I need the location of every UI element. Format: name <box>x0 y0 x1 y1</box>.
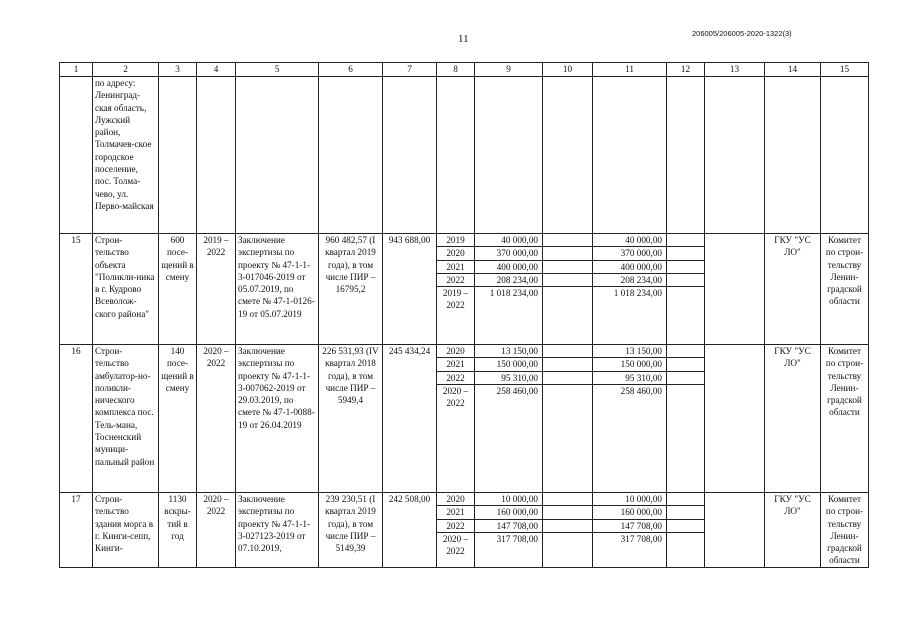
amount-total: 1 018 234,00 <box>613 288 662 299</box>
period: 2020 – 2022 <box>197 493 236 568</box>
amount: 160 000,00 <box>475 506 542 519</box>
col12 <box>667 345 705 493</box>
column-header: 13 <box>705 63 765 77</box>
page-number: 11 <box>458 33 469 45</box>
col10 <box>543 345 593 493</box>
cost-col7: 242 508,00 <box>383 493 437 568</box>
year-range: 2020 – 2022 <box>442 533 469 557</box>
object-name: Строи-тельство объекта "Поликли-ника в г. Кудрово Всеволож-ского района" <box>93 234 159 345</box>
year-range: 2019 – 2022 <box>442 288 469 311</box>
amount: 147 708,00 <box>475 519 542 532</box>
object-name: Строи-тельство здания морга в г. Кинги-сепп, Кинги- <box>93 493 159 568</box>
column-header: 14 <box>765 63 821 77</box>
column-header: 12 <box>667 63 705 77</box>
year: 2021 <box>437 358 474 371</box>
customer: ГКУ "УС ЛО" <box>765 345 821 493</box>
column-header: 8 <box>437 63 475 77</box>
row-number: 15 <box>60 234 93 345</box>
amount: 40 000,00 <box>475 234 542 247</box>
table-row <box>60 345 869 493</box>
column-header: 7 <box>383 63 437 77</box>
amount: 150 000,00 <box>593 358 666 371</box>
amount: 370 000,00 <box>475 247 542 260</box>
expertise: Заключение экспертизы по проекту № 47-1-1-3-017046-2019 от 05.07.2019, по смете № 47-1-0126-19 от 05.07.2019 <box>236 234 319 345</box>
estimated-cost: 226 531,93 (IV квартал 2018 года), в том числе ПИР – 5949,4 <box>319 345 383 493</box>
committee: Комитет по строи-тельству Ленин-градской области <box>821 345 869 493</box>
amount: 10 000,00 <box>593 493 666 506</box>
amount: 13 150,00 <box>475 345 542 358</box>
amount-total: 317 708,00 <box>620 533 662 544</box>
year: 2020 <box>437 247 474 260</box>
year: 2019 <box>437 234 474 247</box>
year: 2021 <box>437 260 474 273</box>
year: 2022 <box>437 273 474 286</box>
row-number: 17 <box>60 493 93 568</box>
column-number-row <box>60 63 869 77</box>
committee: Комитет по строи-тельству Ленин-градской области <box>821 234 869 345</box>
years-cell <box>437 345 475 493</box>
amount-col9 <box>475 234 543 345</box>
amount-col11 <box>593 345 667 493</box>
column-header: 15 <box>821 63 869 77</box>
amount-col9 <box>475 345 543 493</box>
amount: 95 310,00 <box>475 371 542 384</box>
year: 2020 <box>437 345 474 358</box>
capacity: 600 посе-щений в смену <box>159 234 197 345</box>
year: 2020 <box>437 493 474 506</box>
year: 2022 <box>437 371 474 384</box>
amount: 370 000,00 <box>593 247 666 260</box>
amount-col11 <box>593 493 667 568</box>
capacity: 1130 вскры-тий в год <box>159 493 197 568</box>
expertise: Заключение экспертизы по проекту № 47-1-1-3-027123-2019 от 07.10.2019, <box>236 493 319 568</box>
col12 <box>667 493 705 568</box>
amount: 150 000,00 <box>475 358 542 371</box>
column-header: 1 <box>60 63 93 77</box>
amount-col9 <box>475 493 543 568</box>
amount-total: 258 460,00 <box>620 385 662 396</box>
amount: 95 310,00 <box>593 371 666 384</box>
year-range: 2020 – 2022 <box>442 385 469 409</box>
years-cell <box>437 493 475 568</box>
investment-table <box>59 62 869 568</box>
column-header: 10 <box>543 63 593 77</box>
column-header: 6 <box>319 63 383 77</box>
amount: 400 000,00 <box>593 260 666 273</box>
table-row <box>60 234 869 345</box>
estimated-cost: 960 482,57 (I квартал 2019 года), в том числе ПИР – 16795,2 <box>319 234 383 345</box>
col10 <box>543 493 593 568</box>
amount: 400 000,00 <box>475 260 542 273</box>
year: 2021 <box>437 506 474 519</box>
col10 <box>543 234 593 345</box>
period: 2020 – 2022 <box>197 345 236 493</box>
col12 <box>667 234 705 345</box>
table-row <box>60 493 869 568</box>
amount: 147 708,00 <box>593 519 666 532</box>
amount-total: 317 708,00 <box>496 533 538 544</box>
continuation-row <box>60 77 869 234</box>
object-name: Строи-тельство амбулатор-но-поликли-нического комплекса пос. Тель-мана, Тосненский муници-пальный район <box>93 345 159 493</box>
period: 2019 – 2022 <box>197 234 236 345</box>
cost-col7: 245 434,24 <box>383 345 437 493</box>
years-cell <box>437 234 475 345</box>
estimated-cost: 239 230,51 (I квартал 2019 года), в том числе ПИР – 5149,39 <box>319 493 383 568</box>
column-header: 5 <box>236 63 319 77</box>
object-address: по адресу: Ленинград-ская область, Лужский район, Толмачев-ское городское поселение, пос. Толма-чево, ул. Перво-майская <box>93 77 159 234</box>
customer: ГКУ "УС ЛО" <box>765 234 821 345</box>
column-header: 2 <box>93 63 159 77</box>
column-header: 9 <box>475 63 543 77</box>
column-header: 11 <box>593 63 667 77</box>
column-header: 3 <box>159 63 197 77</box>
amount-total: 1 018 234,00 <box>489 288 538 299</box>
committee: Комитет по строи-тельству Ленин-градской области <box>821 493 869 568</box>
customer: ГКУ "УС ЛО" <box>765 493 821 568</box>
amount: 10 000,00 <box>475 493 542 506</box>
amount: 208 234,00 <box>593 273 666 286</box>
amount: 40 000,00 <box>593 234 666 247</box>
row-number: 16 <box>60 345 93 493</box>
cost-col7: 943 688,00 <box>383 234 437 345</box>
amount: 160 000,00 <box>593 506 666 519</box>
year: 2022 <box>437 519 474 532</box>
document-id: 206005/206005-2020-1322(3) <box>692 29 792 38</box>
capacity: 140 посе-щений в смену <box>159 345 197 493</box>
amount-col11 <box>593 234 667 345</box>
amount: 13 150,00 <box>593 345 666 358</box>
amount: 208 234,00 <box>475 273 542 286</box>
column-header: 4 <box>197 63 236 77</box>
expertise: Заключение экспертизы по проекту № 47-1-1-3-007062-2019 от 29.03.2019, по смете № 47-1-0088-19 от 26.04.2019 <box>236 345 319 493</box>
amount-total: 258 460,00 <box>496 385 538 396</box>
